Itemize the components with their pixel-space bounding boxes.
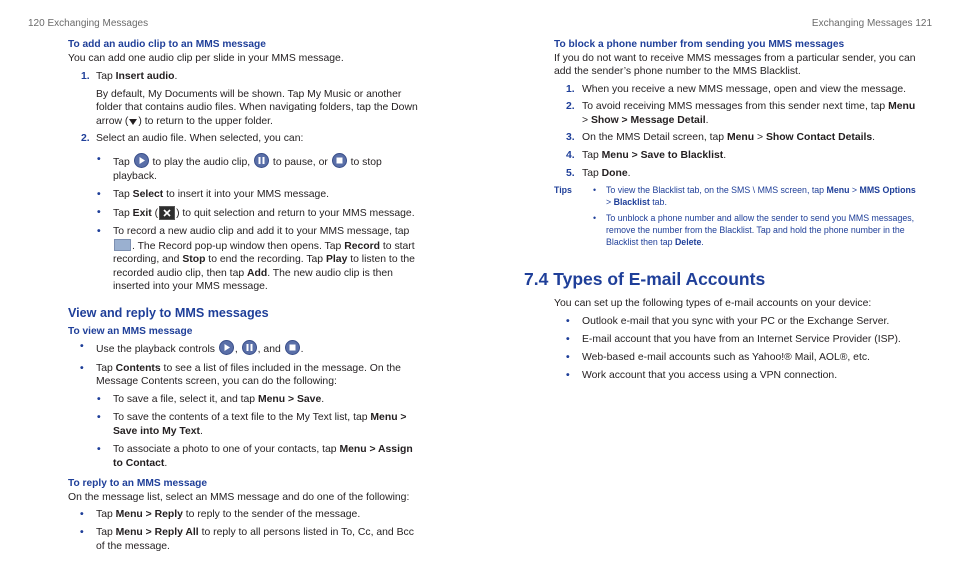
audio-option-record: • To record a new audio clip and add it to your MMS message, tap . The Record pop-up window then opens. Tap Record to start recording, and Stop to end the recording. Tap Play to listen to the recorded audio clip, then tap Add. The new audio clip is then inserted into your MMS message.	[68, 225, 423, 294]
block-step-1: 1. When you receive a new MMS message, open and view the message.	[566, 83, 907, 95]
audio-procedure-title: To add an audio clip to an MMS message	[68, 39, 266, 50]
block-step-5: 5. Tap Done.	[566, 167, 631, 179]
block-intro: If you do not want to receive MMS messages from a particular sender, you can add the sender’s phone number to the MMS Blacklist.	[554, 52, 916, 78]
step-number: 1.	[81, 71, 90, 83]
play-icon	[134, 153, 149, 168]
page-header-right: Exchanging Messages 121	[811, 18, 932, 29]
tip-view-blacklist: • To view the Blacklist tab, on the SMS \ MMS screen, tap Menu > MMS Options > Blacklist tab.	[554, 184, 919, 208]
block-procedure-title: To block a phone number from sending you MMS messages	[554, 39, 845, 50]
view-contents: • Tap Contents to see a list of files included in the message. On the Message Contents screen, you can do the following:	[68, 362, 423, 389]
section-intro: You can set up the following types of e-mail accounts on your device:	[554, 298, 872, 310]
stop-icon	[332, 153, 347, 168]
pause-icon	[254, 153, 269, 168]
stop-icon	[285, 340, 300, 355]
contents-save-file: • To save a file, select it, and tap Menu > Save.	[68, 393, 423, 407]
exit-icon	[159, 206, 175, 220]
audio-intro: You can add one audio clip per slide in your MMS message.	[68, 52, 344, 64]
audio-option-exit: • Tap Exit ( ) to quit selection and return to your MMS message.	[68, 206, 423, 221]
play-icon	[219, 340, 234, 355]
tips-box	[554, 184, 919, 248]
view-reply-heading: View and reply to MMS messages	[68, 305, 269, 320]
down-arrow-icon	[128, 117, 138, 125]
audio-step-1: 1. Tap Insert audio. By default, My Documents will be shown. Tap My Music or another folder that contains audio files. When navigating folders, tap the Down arrow ( ) to return to the upper folder.	[68, 70, 423, 128]
audio-step-1-detail: By default, My Documents will be shown. Tap My Music or another folder that contains audio files. When navigating folders, tap the Down arrow ( ) to return to the upper folder.	[96, 88, 418, 127]
account-type-vpn: • Work account that you access using a VPN connection.	[554, 369, 919, 383]
page-header-left: 120 Exchanging Messages	[28, 18, 149, 29]
block-step-2: 2. To avoid receiving MMS messages from this sender next time, tap Menu > Show > Message Detail.	[566, 101, 916, 126]
left-column	[68, 38, 423, 558]
reply-option: • Tap Menu > Reply to reply to the sender of the message.	[68, 508, 423, 522]
reply-intro: On the message list, select an MMS message and do one of the following:	[68, 491, 410, 503]
step-number: 2.	[81, 133, 90, 145]
block-step-4: 4. Tap Menu > Save to Blacklist.	[566, 150, 727, 162]
contents-save-text: • To save the contents of a text file to the My Text list, tap Menu > Save into My Text.	[68, 411, 423, 438]
view-playback-controls: • Use the playback controls , , and .	[68, 340, 423, 357]
account-type-isp: • E-mail account that you have from an Internet Service Provider (ISP).	[554, 333, 919, 347]
block-step-3: 3. On the MMS Detail screen, tap Menu > Show Contact Details.	[566, 132, 876, 144]
right-column	[524, 38, 919, 387]
record-icon	[114, 239, 131, 251]
reply-procedure-title: To reply to an MMS message	[68, 478, 208, 490]
account-type-outlook: • Outlook e-mail that you sync with your PC or the Exchange Server.	[554, 315, 919, 329]
account-type-web: • Web-based e-mail accounts such as Yahoo!® Mail, AOL®, etc.	[554, 351, 919, 365]
audio-option-select: • Tap Select to insert it into your MMS message.	[68, 188, 423, 202]
reply-all-option: • Tap Menu > Reply All to reply to all persons listed in To, Cc, and Bcc of the message.	[68, 526, 423, 553]
audio-option-playback: • Tap to play the audio clip, to pause, or to stop playback.	[68, 153, 423, 183]
section-title: 7.4 Types of E-mail Accounts	[524, 269, 766, 290]
pause-icon	[242, 340, 257, 355]
view-procedure-title: To view an MMS message	[68, 325, 193, 337]
tips-label: Tips	[554, 185, 572, 196]
tip-unblock-number: • To unblock a phone number and allow the sender to send you MMS messages, remove the number from the Blacklist. Tap and hold the phone number in the Blacklist then tap Delete.	[554, 212, 919, 248]
contents-assign-contact: • To associate a photo to one of your contacts, tap Menu > Assign to Contact.	[68, 443, 423, 470]
audio-step-2: 2. Select an audio file. When selected, you can:	[81, 133, 304, 145]
